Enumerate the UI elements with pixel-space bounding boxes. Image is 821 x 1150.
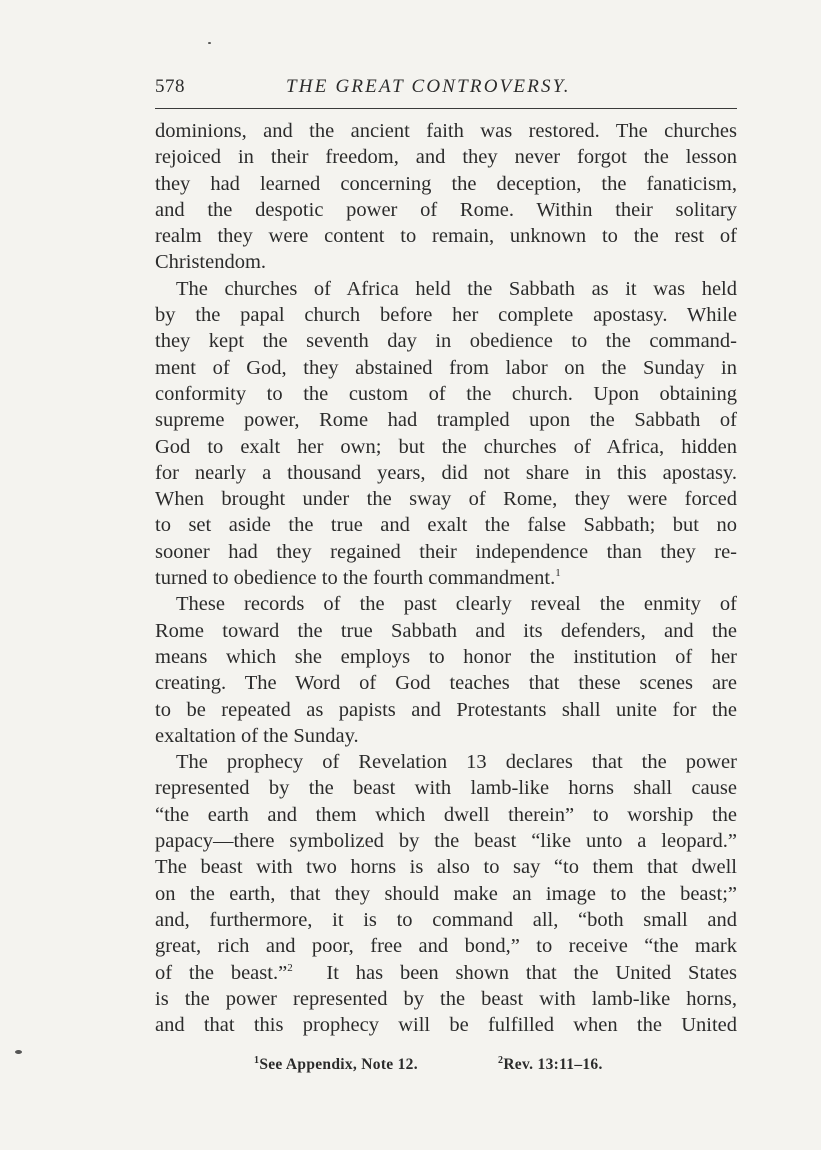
text-line: sooner had they regained their independence than they re-: [155, 540, 737, 563]
text-line: Christendom.: [155, 251, 267, 274]
text-line: The beast with two horns is also to say “to them that dwell: [155, 856, 737, 879]
paragraph-3: [155, 591, 737, 749]
text-line: conformity to the custom of the church. Upon obtaining: [155, 382, 737, 405]
footnote-marker: 2: [498, 1055, 504, 1066]
text-line: dominions, and the ancient faith was restored. The churches: [155, 120, 737, 142]
text-line: on the earth, that they should make an image to the beast;”: [155, 882, 737, 905]
paragraph-1: [155, 118, 737, 276]
text-line: ment of God, they abstained from labor on the Sunday in: [155, 356, 737, 379]
page-header: [155, 76, 737, 102]
footnote-ref: 2: [287, 961, 293, 974]
scan-speck: [208, 42, 211, 44]
text-line: to be repeated as papists and Protestants shall unite for the: [155, 698, 737, 721]
paragraph-4: [155, 749, 737, 1038]
text-line: Rome toward the true Sabbath and its defenders, and the: [155, 619, 737, 642]
paragraph-2: [155, 276, 737, 592]
text-line: papacy—there symbolized by the beast “like unto a leopard.”: [155, 830, 737, 853]
footnote-text: Rev. 13:11–16.: [503, 1056, 603, 1073]
text-line: to set aside the true and exalt the false Sabbath; but no: [155, 514, 737, 537]
text-line: they had learned concerning the deception, the fanaticism,: [155, 172, 737, 195]
text-line: When brought under the sway of Rome, they were forced: [155, 488, 737, 511]
body-text: [155, 118, 737, 1038]
footnote-marker: 1: [254, 1055, 260, 1066]
text-line: supreme power, Rome had trampled upon the Sabbath of: [155, 409, 737, 432]
footnote: [498, 1056, 603, 1074]
text-line: represented by the beast with lamb-like horns shall cause: [155, 777, 737, 800]
text-line: God to exalt her own; but the churches of Africa, hidden: [155, 435, 737, 458]
text-line: “the earth and them which dwell therein” to worship the: [155, 803, 737, 826]
text-line: and that this prophecy will be fulfilled when the United: [155, 1014, 737, 1037]
text-line: realm they were content to remain, unknown to the rest of: [155, 225, 737, 248]
text-line-with-footnote: [155, 960, 737, 986]
text-line: It has been shown that the United States: [326, 961, 738, 984]
footnote: [254, 1056, 418, 1074]
text-line: they kept the seventh day in obedience to the command-: [155, 330, 737, 353]
footnote-text: See Appendix, Note 12.: [259, 1056, 418, 1073]
text-line: creating. The Word of God teaches that these scenes are: [155, 672, 737, 695]
text-line: means which she employs to honor the institution of her: [155, 645, 737, 668]
text-line-with-footnote: [155, 565, 737, 591]
text-line: The prophecy of Revelation 13 declares that the power: [176, 751, 737, 774]
text-line: exaltation of the Sunday.: [155, 724, 359, 747]
footnote-ref: 1: [555, 567, 561, 580]
header-rule: [155, 108, 737, 109]
text-line: and the despotic power of Rome. Within their solitary: [155, 198, 737, 221]
text-line: These records of the past clearly reveal the enmity of: [176, 593, 737, 616]
running-title: THE GREAT CONTROVERSY.: [286, 76, 571, 97]
text-line: turned to obedience to the fourth commandment.: [155, 567, 556, 590]
text-line: great, rich and poor, free and bond,” to receive “the mark: [155, 935, 737, 958]
scan-speck: [15, 1050, 22, 1054]
text-line: is the power represented by the beast with lamb-like horns,: [155, 987, 737, 1010]
text-line: by the papal church before her complete apostasy. While: [155, 304, 737, 327]
text-line: and, furthermore, it is to command all, “both small and: [155, 908, 737, 931]
text-line: The churches of Africa held the Sabbath as it was held: [176, 277, 737, 300]
page-number: 578: [155, 76, 185, 97]
text-line: rejoiced in their freedom, and they never forgot the lesson: [155, 146, 737, 169]
text-line: for nearly a thousand years, did not share in this apostasy.: [155, 461, 737, 484]
text-line: of the beast.”: [155, 961, 288, 984]
